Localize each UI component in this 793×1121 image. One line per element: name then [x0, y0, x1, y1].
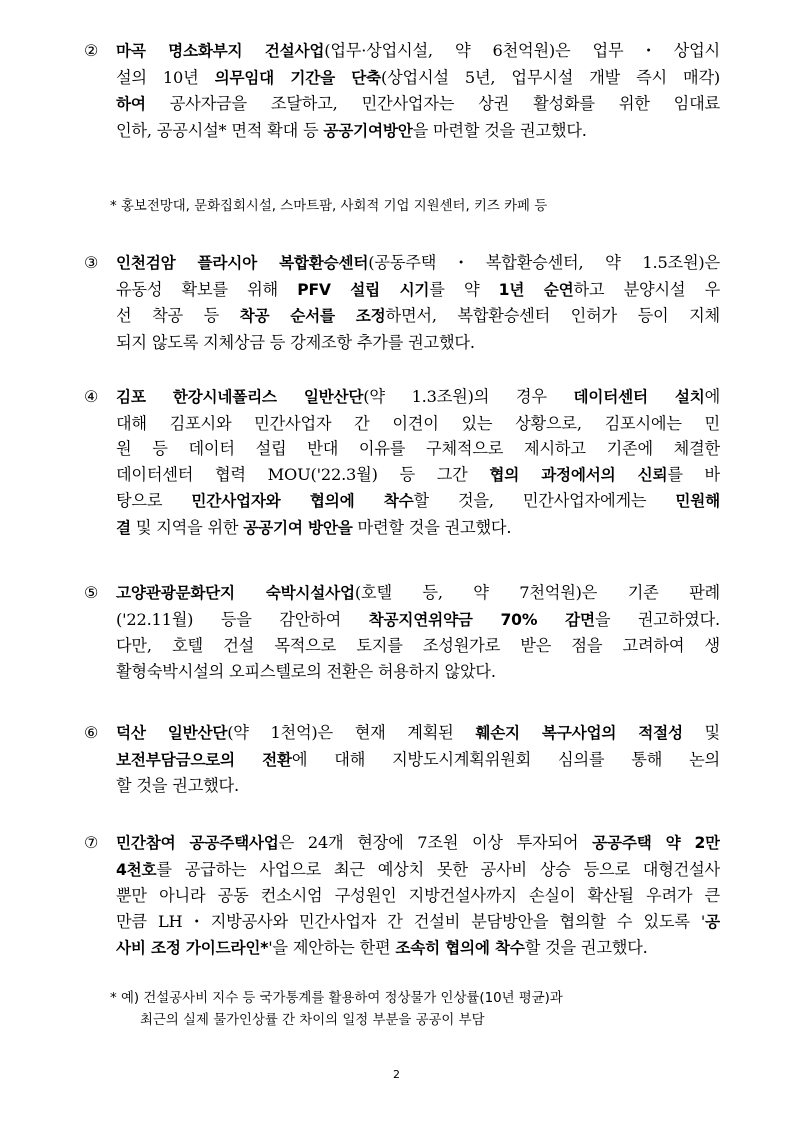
body-text: 대해 김포시와 민간사업자 간 이견이 있는 상황으로, 김포시에는 민	[116, 413, 720, 433]
body-text: '을 제안하는 한편	[268, 938, 396, 957]
body-text: 을 마련할 것을 권고했다.	[412, 120, 587, 140]
emphasis-text: 고양관광문화단지 숙박시설사업	[116, 584, 355, 602]
item-line	[84, 91, 720, 118]
emphasis-text: 공공기여 방안을	[243, 518, 353, 537]
item-line	[84, 747, 720, 774]
body-text: 마련할 것을 권고했다.	[352, 517, 512, 537]
footnote-line: 최근의 실제 물가인상률 간 차이의 일정 부분을 공공이 부담	[140, 1013, 485, 1028]
body-text: ('22.11월) 등을 감안하여	[116, 609, 369, 629]
emphasis-text: 덕산 일반산단	[116, 724, 228, 742]
emphasis-text: 훼손지 복구사업의 적절성	[475, 724, 683, 742]
emphasis-text: 민원해	[675, 492, 720, 510]
item-number: ⑤	[84, 583, 99, 602]
item-number: ③	[84, 253, 99, 272]
body-text: (업무·상업시설, 약 6천억원)은 업무・상업시	[324, 41, 720, 60]
emphasis-text: 협의 과정에서의 신뢰	[489, 465, 668, 484]
emphasis-text: 착공지연위약금 70% 감면	[368, 610, 595, 629]
body-text: 하고 분양시설 우	[573, 279, 720, 299]
item-line	[84, 277, 720, 304]
body-text: 다만, 호텔 건설 목적으로 토지를 조성원가로 받은 점을 고려하여 생	[116, 636, 720, 655]
emphasis-text: 김포 한강시네폴리스 일반산단	[116, 388, 364, 406]
emphasis-text: 인천검암 플라시아 복합환승센터	[116, 254, 369, 272]
body-text: 만큼 LH・지방공사와 민간사업자 간 건설비 분담방안을 협의할 수 있도록 '	[116, 911, 706, 931]
body-text: 및	[682, 723, 720, 742]
item-line	[84, 720, 720, 747]
body-text: 원 등 데이터 설립 반대 이유를 구체적으로 제시하고 기존에 체결한	[116, 439, 720, 458]
item-incheon-geomam	[84, 250, 720, 355]
emphasis-text: 착공 순서를 조정	[239, 307, 386, 325]
emphasis-text: 의무임대 기간을 단축	[214, 68, 381, 87]
item-line	[84, 488, 720, 515]
footnote-line: * 예) 건설공사비 지수 등 국가통계를 활용하여 정상물가 인상률(10년 평균)과	[110, 991, 563, 1006]
body-text: (상업시설 5년, 업무시설 개발 즉시 매각)	[381, 67, 720, 87]
emphasis-text: 데이터센터 설치	[573, 388, 705, 406]
item-line	[84, 909, 720, 936]
emphasis-text: 공공주택 약 2만	[592, 834, 720, 852]
body-text: 를 약	[429, 279, 499, 299]
body-text: (공동주택・복합환승센터, 약 1.5조원)은	[368, 253, 720, 272]
item-line	[84, 883, 720, 909]
body-text: 에 대해 지방도시계획위원회 심의를 통해 논의	[291, 749, 720, 769]
emphasis-text: PFV 설립 시기	[297, 280, 430, 299]
item-number: ⑦	[84, 833, 99, 852]
body-text: 되지 않도록 지체상금 등 강제조항 추가를 권고했다.	[116, 332, 475, 352]
emphasis-text: 민간참여 공공주택사업	[116, 834, 279, 852]
item-number: ④	[84, 387, 99, 406]
emphasis-text: 공	[705, 912, 720, 931]
item-line	[84, 411, 720, 437]
body-text: 설의 10년	[116, 67, 215, 87]
body-text: 인하, 공공시설* 면적 확대 등	[116, 120, 324, 140]
emphasis-text: 민간사업자와 협의에 착수	[191, 492, 414, 510]
item-line	[84, 436, 720, 462]
emphasis-text: 조속히 협의에 착수	[395, 939, 525, 957]
body-text: (호텔 등, 약 7천억원)은 기존 판례	[354, 583, 720, 602]
item-deoksan	[84, 720, 720, 799]
item-number: ②	[84, 41, 99, 60]
item-line	[84, 384, 720, 411]
item-line	[84, 250, 720, 277]
body-text: 를 공급하는 사업으로 최근 예상치 못한 공사비 상승 등으로 대형건설사	[156, 859, 720, 879]
body-text: 에	[704, 387, 720, 406]
page-number: 2	[393, 1068, 400, 1081]
emphasis-text: 결	[116, 518, 131, 537]
emphasis-text: 1년 순연	[498, 280, 574, 299]
footnote-public-facilities	[110, 196, 710, 218]
item-line	[84, 935, 720, 962]
item-line	[84, 330, 720, 356]
emphasis-text: 하여	[116, 95, 146, 113]
body-text: 은 24개 현장에 7조원 이상 투자되어	[278, 833, 593, 852]
item-line	[84, 118, 720, 145]
body-text: 데이터센터 협력 MOU('22.3월) 등 그간	[116, 464, 490, 484]
item-line	[84, 633, 720, 659]
item-line	[84, 659, 720, 685]
item-private-public-housing	[84, 830, 720, 962]
item-number: ⑥	[84, 723, 99, 742]
item-line	[84, 65, 720, 92]
emphasis-text: 사비 조정 가이드라인*	[116, 939, 269, 957]
body-text: 할 것을 권고했다.	[524, 938, 648, 957]
body-text: 하면서, 복합환승센터 인허가 등이 지체	[385, 306, 720, 325]
item-line	[84, 607, 720, 634]
item-line	[84, 580, 720, 607]
body-text: 뿐만 아니라 공동 컨소시엄 구성원인 지방건설사까지 손실이 확산될 우려가 큰	[116, 886, 720, 905]
body-text: (약 1.3조원)의 경우	[363, 387, 574, 406]
item-goyang-tourism	[84, 580, 720, 684]
item-line	[84, 830, 720, 857]
item-mokgok	[84, 38, 720, 144]
body-text: 를 바	[667, 464, 720, 484]
item-line	[84, 515, 720, 542]
body-text: 탕으로	[116, 491, 192, 510]
body-text: 선 착공 등	[116, 306, 240, 325]
footnote-line: * 홍보전망대, 문화집회시설, 스마트팜, 사회적 기업 지원센터, 키즈 카페 등	[110, 199, 548, 214]
footnote-construction-cost	[110, 988, 710, 1032]
body-text: 할 것을, 민간사업자에게는	[413, 491, 676, 510]
item-line	[84, 857, 720, 884]
item-line	[84, 303, 720, 330]
item-line	[84, 38, 720, 65]
body-text: 활형숙박시설의 오피스텔로의 전환은 허용하지 않았다.	[116, 661, 496, 681]
body-text: 유동성 확보를 위해	[116, 279, 298, 299]
emphasis-text: 마곡 명소화부지 건설사업	[116, 42, 325, 60]
body-text: 공사자금을 조달하고, 민간사업자는 상권 활성화를 위한 임대료	[145, 94, 720, 113]
emphasis-text: 공공기여방안	[323, 121, 413, 140]
body-text: 및 지역을 위한	[130, 517, 244, 537]
item-line	[84, 773, 720, 799]
emphasis-text: 보전부담금으로의 전환	[116, 750, 292, 769]
item-line	[84, 462, 720, 489]
body-text: 을 권고하였다.	[594, 609, 720, 629]
body-text: (약 1천억)은 현재 계획된	[227, 723, 476, 742]
emphasis-text: 4천호	[116, 860, 157, 879]
item-gimpo-cinepolis	[84, 384, 720, 541]
body-text: 할 것을 권고했다.	[116, 776, 239, 795]
